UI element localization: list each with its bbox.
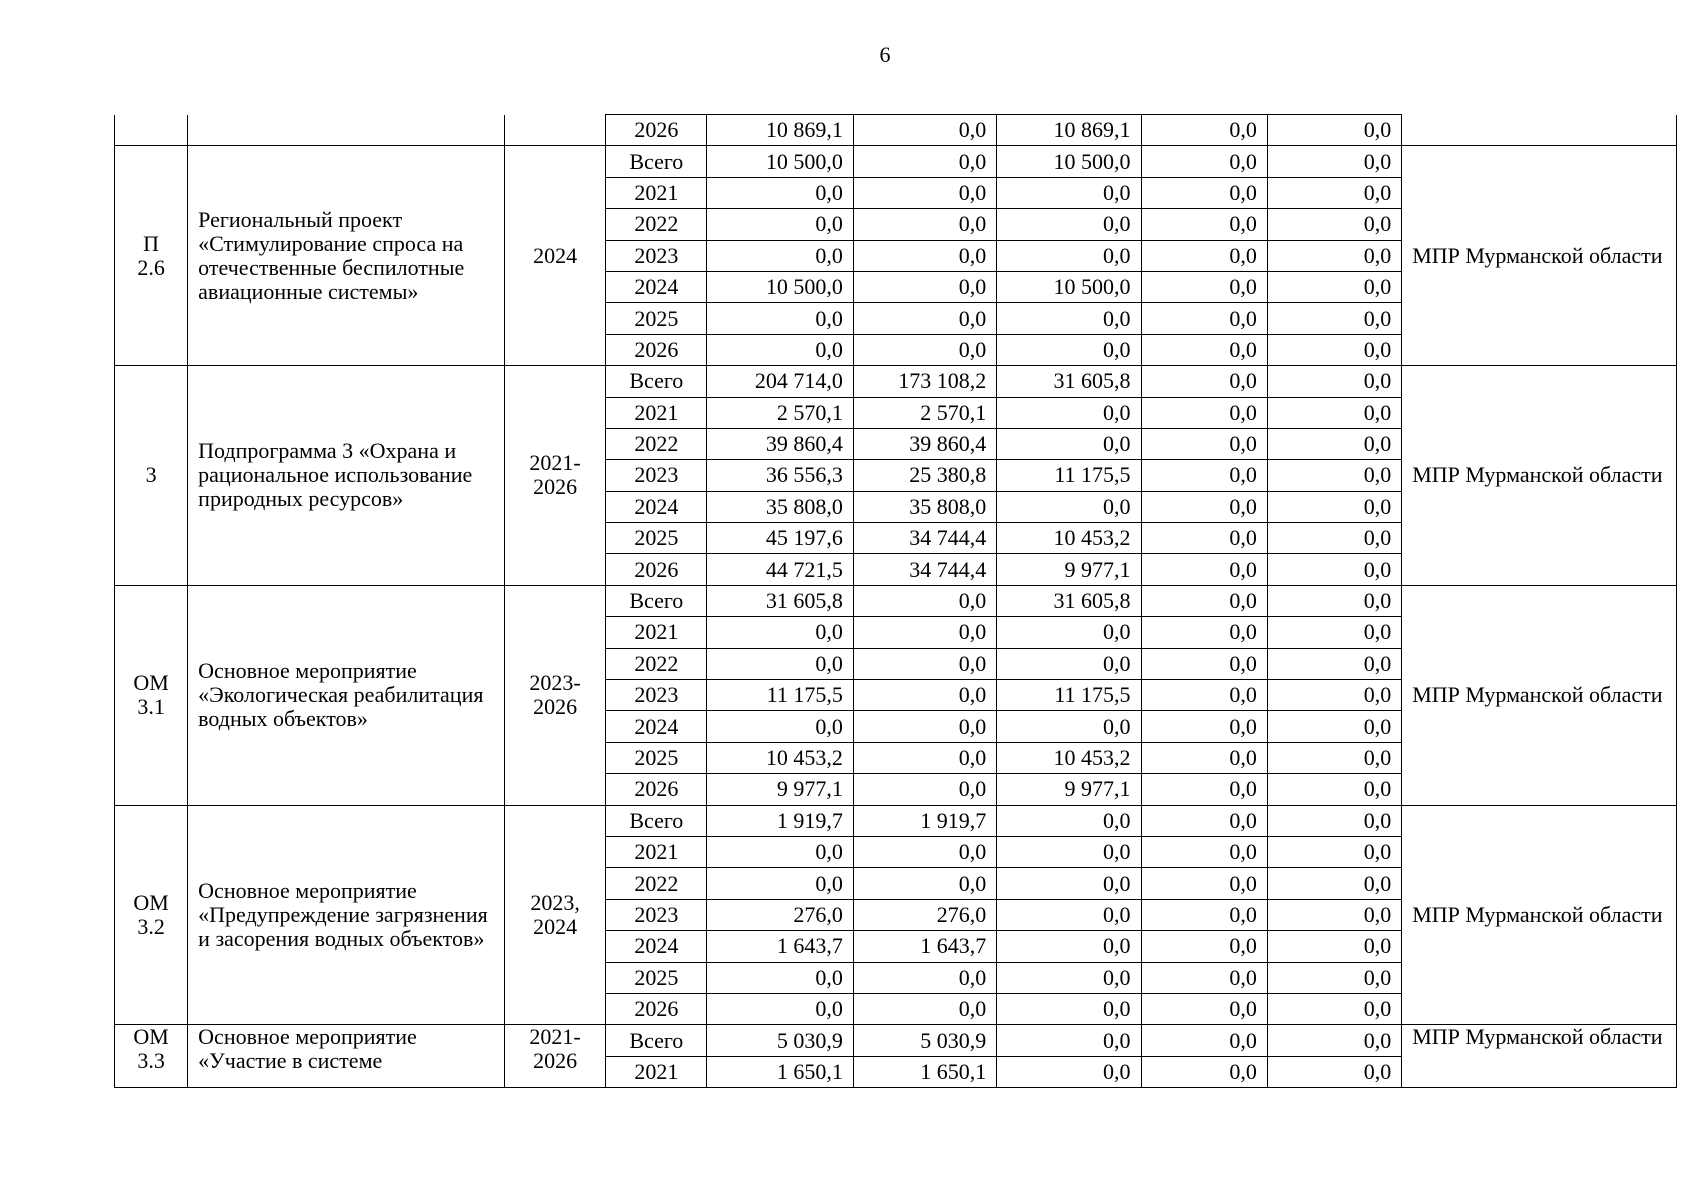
table-row <box>115 366 1677 397</box>
amount-cell: 10 500,0 <box>997 146 1141 177</box>
amount-cell: 0,0 <box>997 397 1141 428</box>
amount-cell: 0,0 <box>997 209 1141 240</box>
amount-cell: 2 570,1 <box>707 397 853 428</box>
amount-cell: 0,0 <box>853 115 996 146</box>
amount-cell: 1 643,7 <box>853 931 996 962</box>
amount-cell: 0,0 <box>1141 366 1267 397</box>
amount-cell: 0,0 <box>1141 240 1267 271</box>
amount-cell: 0,0 <box>1141 711 1267 742</box>
section-period: 2023, 2024 <box>504 805 605 1025</box>
amount-cell: 35 808,0 <box>707 491 853 522</box>
amount-cell: 0,0 <box>853 585 996 616</box>
executor-cell: МПР Мурманской области <box>1402 146 1677 366</box>
section-code: ОМ 3.1 <box>115 585 188 805</box>
amount-cell: 204 714,0 <box>707 366 853 397</box>
amount-cell: 0,0 <box>1267 428 1401 459</box>
amount-cell: 0,0 <box>1267 742 1401 773</box>
amount-cell: 0,0 <box>997 303 1141 334</box>
amount-cell: 0,0 <box>997 177 1141 208</box>
amount-cell: 276,0 <box>853 899 996 930</box>
amount-cell: 0,0 <box>1141 115 1267 146</box>
amount-cell: 0,0 <box>1141 460 1267 491</box>
amount-cell: 0,0 <box>707 334 853 365</box>
amount-cell: 0,0 <box>853 303 996 334</box>
amount-cell: 0,0 <box>1141 648 1267 679</box>
amount-cell: 0,0 <box>1267 146 1401 177</box>
amount-cell: 10 453,2 <box>997 742 1141 773</box>
section-name: Основное мероприятие «Экологическая реабилитация водных объектов» <box>188 585 505 805</box>
amount-cell: 0,0 <box>707 868 853 899</box>
amount-cell: 0,0 <box>1267 523 1401 554</box>
amount-cell: 0,0 <box>1267 617 1401 648</box>
amount-cell: 0,0 <box>1267 899 1401 930</box>
amount-cell: 0,0 <box>1141 554 1267 585</box>
year-cell: 2023 <box>606 240 707 271</box>
section-code: П 2.6 <box>115 146 188 366</box>
amount-cell: 0,0 <box>1141 585 1267 616</box>
year-cell: Всего <box>606 366 707 397</box>
amount-cell: 0,0 <box>997 711 1141 742</box>
amount-cell: 31 605,8 <box>997 585 1141 616</box>
page-number: 6 <box>879 42 891 67</box>
amount-cell: 0,0 <box>853 742 996 773</box>
amount-cell: 44 721,5 <box>707 554 853 585</box>
amount-cell: 0,0 <box>1141 680 1267 711</box>
amount-cell: 10 453,2 <box>997 523 1141 554</box>
year-cell: 2024 <box>606 491 707 522</box>
year-cell: 2023 <box>606 460 707 491</box>
amount-cell: 31 605,8 <box>707 585 853 616</box>
amount-cell: 0,0 <box>997 491 1141 522</box>
section-code: ОМ 3.3 <box>115 1025 188 1088</box>
amount-cell: 0,0 <box>1141 899 1267 930</box>
amount-cell: 9 977,1 <box>707 774 853 805</box>
amount-cell: 0,0 <box>1141 146 1267 177</box>
year-cell: 2026 <box>606 993 707 1024</box>
amount-cell: 9 977,1 <box>997 554 1141 585</box>
amount-cell: 0,0 <box>1141 805 1267 836</box>
amount-cell: 0,0 <box>997 931 1141 962</box>
amount-cell: 0,0 <box>997 868 1141 899</box>
amount-cell: 0,0 <box>997 617 1141 648</box>
amount-cell: 0,0 <box>1141 491 1267 522</box>
amount-cell: 0,0 <box>1141 742 1267 773</box>
year-cell: 2022 <box>606 209 707 240</box>
section-code: ОМ 3.2 <box>115 805 188 1025</box>
amount-cell: 0,0 <box>997 1056 1141 1087</box>
code-cell <box>115 115 188 146</box>
year-cell: 2025 <box>606 742 707 773</box>
amount-cell: 0,0 <box>853 240 996 271</box>
amount-cell: 0,0 <box>1141 428 1267 459</box>
amount-cell: 10 500,0 <box>707 146 853 177</box>
amount-cell: 0,0 <box>1267 366 1401 397</box>
amount-cell: 0,0 <box>707 303 853 334</box>
year-cell: 2025 <box>606 523 707 554</box>
amount-cell: 0,0 <box>853 271 996 302</box>
amount-cell: 0,0 <box>1267 868 1401 899</box>
section-period: 2021- 2026 <box>504 1025 605 1088</box>
amount-cell: 0,0 <box>997 648 1141 679</box>
year-cell: 2023 <box>606 680 707 711</box>
amount-cell: 0,0 <box>707 648 853 679</box>
amount-cell: 0,0 <box>1267 836 1401 867</box>
table-row <box>115 1025 1677 1056</box>
amount-cell: 1 919,7 <box>853 805 996 836</box>
amount-cell: 0,0 <box>853 617 996 648</box>
amount-cell: 0,0 <box>1141 177 1267 208</box>
amount-cell: 0,0 <box>707 209 853 240</box>
year-cell: 2021 <box>606 617 707 648</box>
amount-cell: 0,0 <box>1267 240 1401 271</box>
amount-cell: 0,0 <box>997 962 1141 993</box>
amount-cell: 10 869,1 <box>707 115 853 146</box>
year-cell: 2025 <box>606 962 707 993</box>
name-cell <box>188 115 505 146</box>
amount-cell: 0,0 <box>853 146 996 177</box>
section-period: 2024 <box>504 146 605 366</box>
year-cell: 2026 <box>606 554 707 585</box>
amount-cell: 39 860,4 <box>853 428 996 459</box>
table-row <box>115 115 1677 146</box>
amount-cell: 39 860,4 <box>707 428 853 459</box>
amount-cell: 0,0 <box>997 334 1141 365</box>
amount-cell: 2 570,1 <box>853 397 996 428</box>
executor-cell: МПР Мурманской области <box>1402 1025 1677 1088</box>
amount-cell: 0,0 <box>1267 585 1401 616</box>
amount-cell: 0,0 <box>1141 962 1267 993</box>
amount-cell: 0,0 <box>997 899 1141 930</box>
amount-cell: 0,0 <box>1267 303 1401 334</box>
amount-cell: 35 808,0 <box>853 491 996 522</box>
year-cell: 2024 <box>606 711 707 742</box>
amount-cell: 0,0 <box>853 680 996 711</box>
section-period: 2021- 2026 <box>504 366 605 586</box>
section-name: Региональный проект «Стимулирование спроса на отечественные беспилотные авиационные системы» <box>188 146 505 366</box>
amount-cell: 0,0 <box>707 962 853 993</box>
amount-cell: 276,0 <box>707 899 853 930</box>
amount-cell: 11 175,5 <box>997 460 1141 491</box>
amount-cell: 0,0 <box>1141 271 1267 302</box>
amount-cell: 0,0 <box>997 428 1141 459</box>
amount-cell: 0,0 <box>853 177 996 208</box>
amount-cell: 0,0 <box>707 177 853 208</box>
table-row <box>115 146 1677 177</box>
amount-cell: 5 030,9 <box>707 1025 853 1056</box>
year-cell: 2024 <box>606 931 707 962</box>
year-cell: 2022 <box>606 428 707 459</box>
amount-cell: 0,0 <box>1141 1025 1267 1056</box>
amount-cell: 0,0 <box>1267 931 1401 962</box>
amount-cell: 0,0 <box>1267 680 1401 711</box>
year-cell: 2021 <box>606 177 707 208</box>
amount-cell: 0,0 <box>1141 397 1267 428</box>
amount-cell: 0,0 <box>1141 993 1267 1024</box>
year-cell: Всего <box>606 1025 707 1056</box>
amount-cell: 10 500,0 <box>707 271 853 302</box>
amount-cell: 1 650,1 <box>853 1056 996 1087</box>
table-body <box>115 115 1677 1088</box>
amount-cell: 0,0 <box>853 868 996 899</box>
budget-table <box>114 114 1677 1088</box>
amount-cell: 0,0 <box>1141 774 1267 805</box>
amount-cell: 0,0 <box>707 617 853 648</box>
section-code: 3 <box>115 366 188 586</box>
amount-cell: 0,0 <box>1141 931 1267 962</box>
amount-cell: 5 030,9 <box>853 1025 996 1056</box>
amount-cell: 0,0 <box>1267 993 1401 1024</box>
section-name: Подпрограмма 3 «Охрана и рациональное использование природных ресурсов» <box>188 366 505 586</box>
amount-cell: 11 175,5 <box>997 680 1141 711</box>
amount-cell: 0,0 <box>1267 271 1401 302</box>
amount-cell: 31 605,8 <box>997 366 1141 397</box>
amount-cell: 0,0 <box>1267 491 1401 522</box>
year-cell: 2025 <box>606 303 707 334</box>
amount-cell: 0,0 <box>997 805 1141 836</box>
executor-cell <box>1402 115 1677 146</box>
amount-cell: 0,0 <box>707 711 853 742</box>
amount-cell: 0,0 <box>853 962 996 993</box>
amount-cell: 0,0 <box>997 993 1141 1024</box>
amount-cell: 0,0 <box>1267 209 1401 240</box>
year-cell: 2023 <box>606 899 707 930</box>
year-cell: 2026 <box>606 774 707 805</box>
amount-cell: 0,0 <box>1141 334 1267 365</box>
section-name: Основное мероприятие «Участие в системе <box>188 1025 505 1088</box>
amount-cell: 25 380,8 <box>853 460 996 491</box>
amount-cell: 0,0 <box>853 334 996 365</box>
year-cell: 2024 <box>606 271 707 302</box>
amount-cell: 0,0 <box>853 774 996 805</box>
amount-cell: 9 977,1 <box>997 774 1141 805</box>
amount-cell: 0,0 <box>997 836 1141 867</box>
amount-cell: 34 744,4 <box>853 554 996 585</box>
amount-cell: 45 197,6 <box>707 523 853 554</box>
amount-cell: 0,0 <box>1141 303 1267 334</box>
amount-cell: 0,0 <box>1141 209 1267 240</box>
amount-cell: 0,0 <box>1141 617 1267 648</box>
amount-cell: 0,0 <box>997 240 1141 271</box>
amount-cell: 0,0 <box>997 1025 1141 1056</box>
amount-cell: 0,0 <box>1141 1056 1267 1087</box>
amount-cell: 0,0 <box>1267 648 1401 679</box>
amount-cell: 0,0 <box>853 209 996 240</box>
amount-cell: 34 744,4 <box>853 523 996 554</box>
year-cell: 2021 <box>606 1056 707 1087</box>
year-cell: 2026 <box>606 115 707 146</box>
amount-cell: 0,0 <box>1267 805 1401 836</box>
amount-cell: 0,0 <box>853 648 996 679</box>
year-cell: 2022 <box>606 868 707 899</box>
amount-cell: 0,0 <box>1141 523 1267 554</box>
amount-cell: 36 556,3 <box>707 460 853 491</box>
amount-cell: 0,0 <box>1267 177 1401 208</box>
amount-cell: 1 919,7 <box>707 805 853 836</box>
amount-cell: 11 175,5 <box>707 680 853 711</box>
amount-cell: 173 108,2 <box>853 366 996 397</box>
amount-cell: 0,0 <box>1267 460 1401 491</box>
amount-cell: 0,0 <box>1267 774 1401 805</box>
year-cell: 2026 <box>606 334 707 365</box>
amount-cell: 0,0 <box>1267 962 1401 993</box>
table-row <box>115 585 1677 616</box>
year-cell: Всего <box>606 805 707 836</box>
amount-cell: 10 453,2 <box>707 742 853 773</box>
amount-cell: 0,0 <box>853 993 996 1024</box>
amount-cell: 0,0 <box>1267 1025 1401 1056</box>
section-period: 2023- 2026 <box>504 585 605 805</box>
period-cell <box>504 115 605 146</box>
year-cell: 2022 <box>606 648 707 679</box>
year-cell: 2021 <box>606 397 707 428</box>
amount-cell: 0,0 <box>707 993 853 1024</box>
amount-cell: 10 869,1 <box>997 115 1141 146</box>
amount-cell: 0,0 <box>1267 397 1401 428</box>
amount-cell: 10 500,0 <box>997 271 1141 302</box>
amount-cell: 0,0 <box>1267 334 1401 365</box>
amount-cell: 0,0 <box>1267 115 1401 146</box>
section-name: Основное мероприятие «Предупреждение загрязнения и засорения водных объектов» <box>188 805 505 1025</box>
amount-cell: 1 643,7 <box>707 931 853 962</box>
amount-cell: 0,0 <box>707 240 853 271</box>
amount-cell: 0,0 <box>1141 836 1267 867</box>
amount-cell: 0,0 <box>1267 711 1401 742</box>
executor-cell: МПР Мурманской области <box>1402 805 1677 1025</box>
amount-cell: 1 650,1 <box>707 1056 853 1087</box>
table-row <box>115 805 1677 836</box>
executor-cell: МПР Мурманской области <box>1402 585 1677 805</box>
amount-cell: 0,0 <box>707 836 853 867</box>
year-cell: Всего <box>606 146 707 177</box>
amount-cell: 0,0 <box>1141 868 1267 899</box>
amount-cell: 0,0 <box>1267 1056 1401 1087</box>
year-cell: Всего <box>606 585 707 616</box>
amount-cell: 0,0 <box>853 836 996 867</box>
executor-cell: МПР Мурманской области <box>1402 366 1677 586</box>
year-cell: 2021 <box>606 836 707 867</box>
amount-cell: 0,0 <box>853 711 996 742</box>
amount-cell: 0,0 <box>1267 554 1401 585</box>
